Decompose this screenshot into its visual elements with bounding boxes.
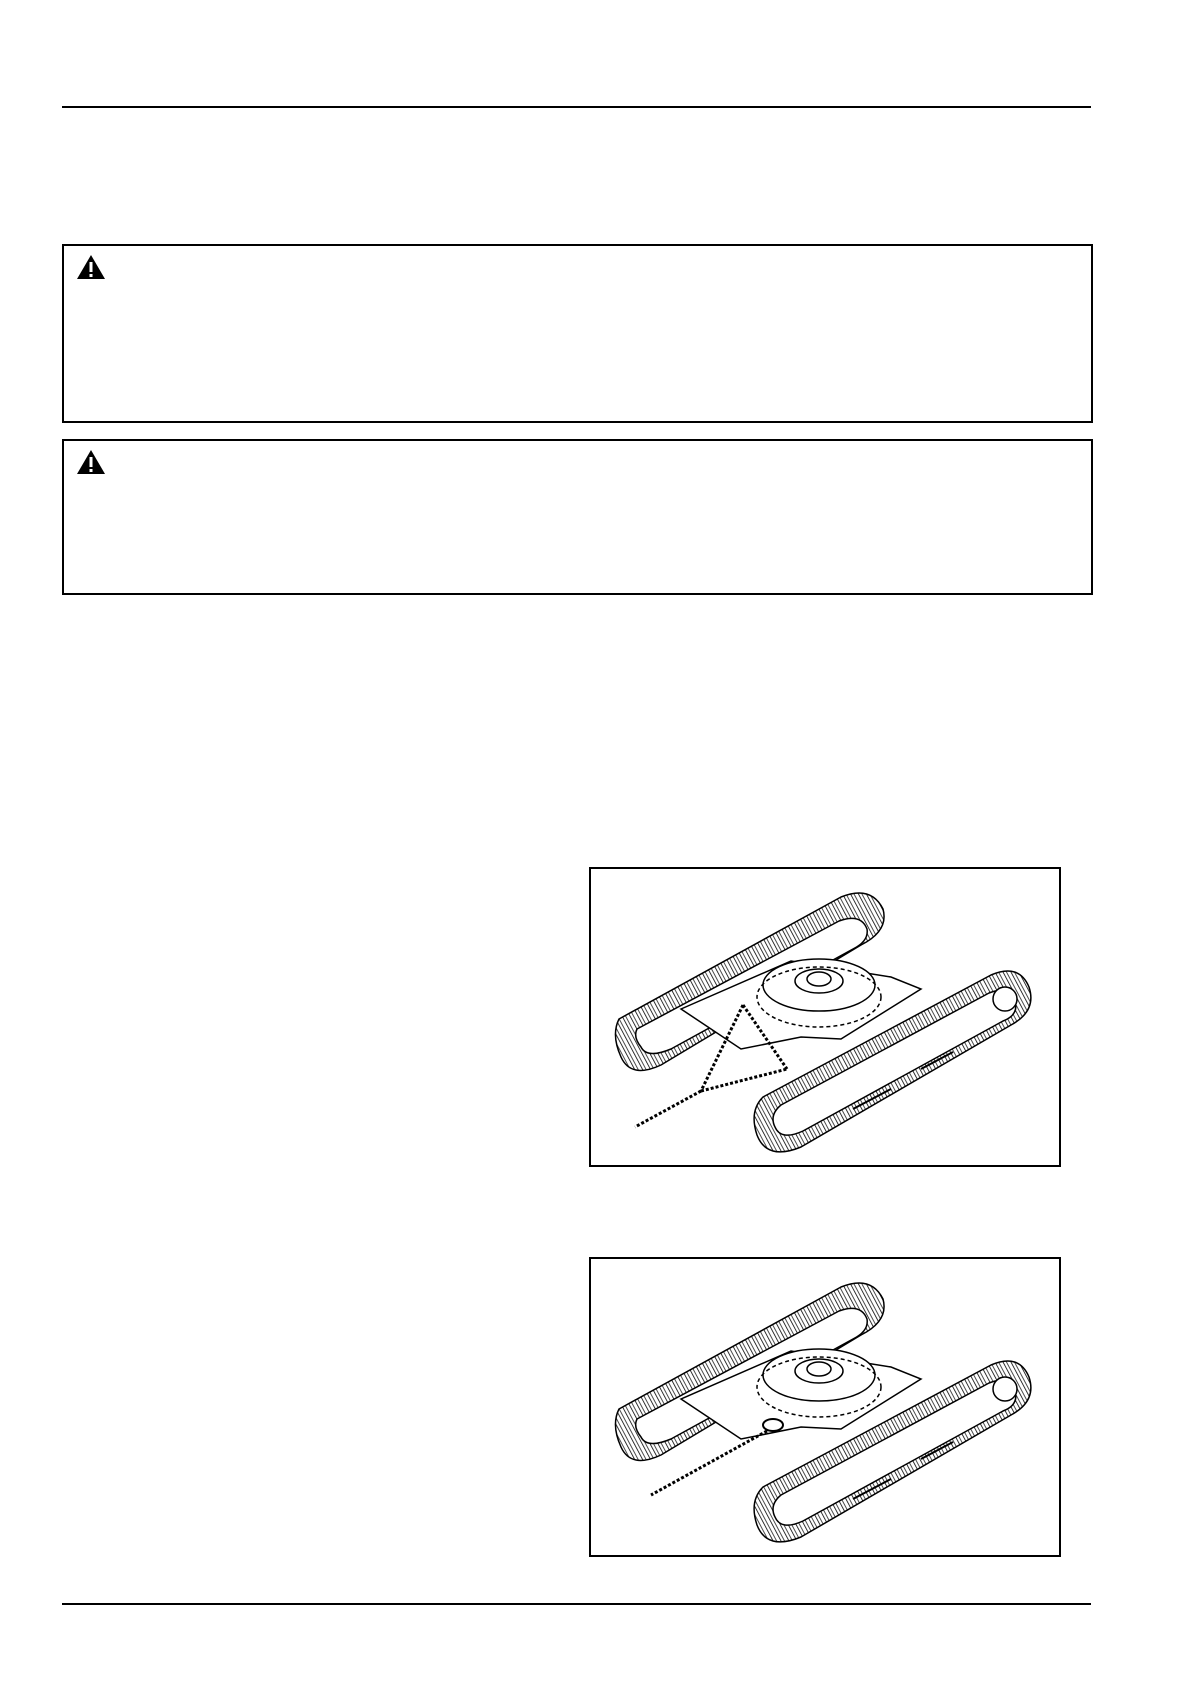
warning-box (62, 244, 1093, 423)
footer-rule (62, 1603, 1091, 1605)
header-rule (62, 106, 1091, 108)
crawler-undercarriage-illustration (591, 1259, 1059, 1555)
warning-box (62, 439, 1093, 595)
warning-triangle-icon (76, 449, 106, 475)
figure-crawler-rope-center (589, 1257, 1061, 1557)
warning-triangle-icon (76, 254, 106, 280)
figure-crawler-rope-diagonal (589, 867, 1061, 1167)
crawler-undercarriage-illustration (591, 869, 1059, 1165)
